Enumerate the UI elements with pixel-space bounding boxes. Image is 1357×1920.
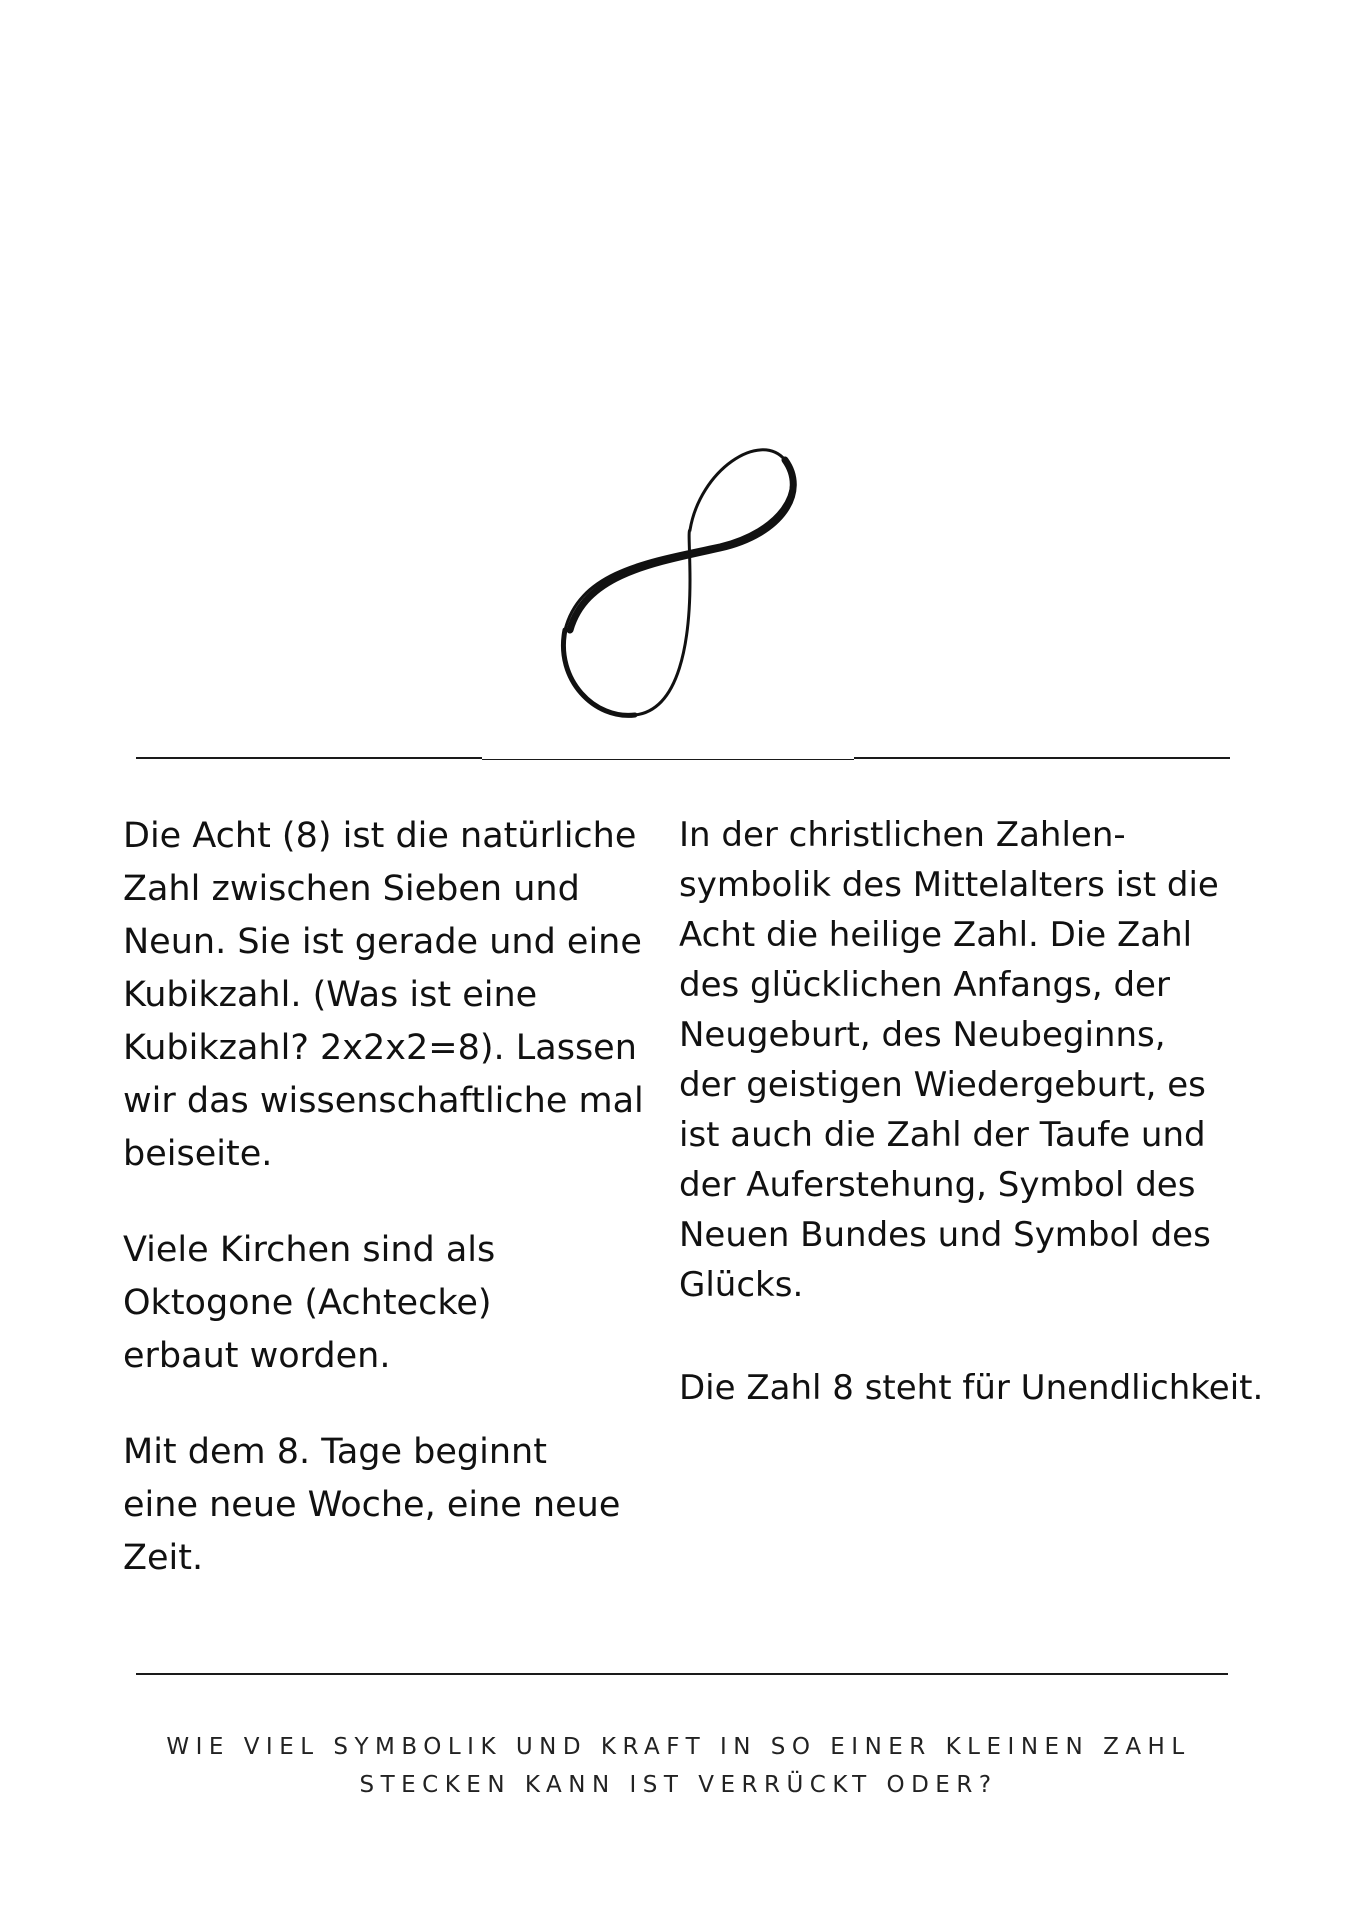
top-divider-left bbox=[136, 757, 482, 759]
text-line: des glücklichen Anfangs, der bbox=[679, 965, 1170, 1005]
paragraph-definition bbox=[123, 810, 644, 1181]
text-line: Zahl zwischen Sieben und bbox=[123, 869, 580, 909]
text-line: wir das wissenschaftliche mal bbox=[123, 1081, 644, 1121]
text-line: Neuen Bundes und Symbol des bbox=[679, 1215, 1211, 1255]
footer-line: WIE VIEL SYMBOLIK UND KRAFT IN SO EINER KLEINEN ZAHL bbox=[166, 1734, 1191, 1760]
text-line: Viele Kirchen sind als bbox=[123, 1230, 496, 1270]
text-line: Zeit. bbox=[123, 1538, 204, 1578]
text-line: In der christlichen Zahlen- bbox=[679, 815, 1126, 855]
text-line: beiseite. bbox=[123, 1134, 273, 1174]
text-line: Acht die heilige Zahl. Die Zahl bbox=[679, 915, 1193, 955]
text-line: Kubikzahl? 2x2x2=8). Lassen bbox=[123, 1028, 637, 1068]
text-line: Glücks. bbox=[679, 1265, 804, 1305]
text-line: der Auferstehung, Symbol des bbox=[679, 1165, 1196, 1205]
text-line: der geistigen Wiedergeburt, es bbox=[679, 1065, 1206, 1105]
paragraph-christian-symbolism bbox=[679, 810, 1263, 1310]
text-line: Kubikzahl. (Was ist eine bbox=[123, 975, 538, 1015]
bottom-divider bbox=[136, 1673, 1228, 1675]
paragraph-infinity bbox=[679, 1363, 1263, 1413]
top-divider-right bbox=[854, 757, 1230, 759]
text-line: symbolik des Mittelalters ist die bbox=[679, 865, 1219, 905]
text-line: eine neue Woche, eine neue bbox=[123, 1485, 621, 1525]
top-divider-middle bbox=[482, 759, 854, 760]
text-line: Neun. Sie ist gerade und eine bbox=[123, 922, 642, 962]
text-line: erbaut worden. bbox=[123, 1336, 391, 1376]
text-line: Die Zahl 8 steht für Unendlichkeit. bbox=[679, 1368, 1264, 1408]
right-column bbox=[679, 810, 1263, 1413]
footer-caption bbox=[0, 1728, 1357, 1804]
paragraph-new-week bbox=[123, 1426, 644, 1585]
text-line: ist auch die Zahl der Taufe und bbox=[679, 1115, 1206, 1155]
paragraph-churches bbox=[123, 1224, 644, 1383]
text-line: Die Acht (8) ist die natürliche bbox=[123, 816, 637, 856]
text-line: Mit dem 8. Tage beginnt bbox=[123, 1432, 547, 1472]
left-column bbox=[123, 810, 644, 1585]
text-line: Neugeburt, des Neubeginns, bbox=[679, 1015, 1166, 1055]
text-line: Oktogone (Achtecke) bbox=[123, 1283, 492, 1323]
figure-eight-infinity-icon bbox=[540, 430, 820, 730]
footer-line: STECKEN KANN IST VERRÜCKT ODER? bbox=[359, 1772, 998, 1798]
